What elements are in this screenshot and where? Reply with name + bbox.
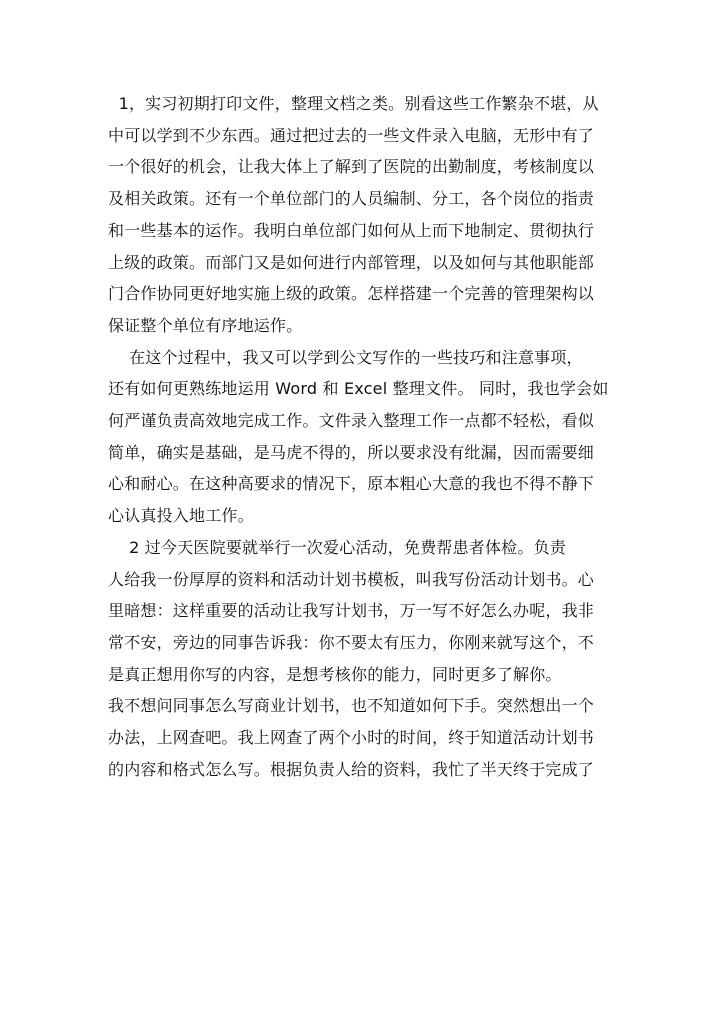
document-body [108,88,612,785]
text-line: 简单，确实是基础，是马虎不得的，所以要求没有纰漏，因而需要细 [108,442,595,462]
text-line: 和一些基本的运作。我明白单位部门如何从上而下地制定、贯彻执行 [108,220,595,240]
text-line: 一个很好的机会，让我大体上了解到了医院的出勤制度，考核制度以 [108,157,595,177]
text-line: 门合作协同更好地实施上级的政策。怎样搭建一个完善的管理架构以 [108,284,595,304]
text-line: 我不想问同事怎么写商业计划书，也不知道如何下手。突然想出一个 [108,696,595,716]
text-line: 在这个过程中，我又可以学到公文写作的一些技巧和注意事项， [108,347,583,367]
text-line: 上级的政策。而部门又是如何进行内部管理，以及如何与其他职能部 [108,252,595,272]
text-line: 2 过今天医院要就举行一次爱心活动，免费帮患者体检。负责 [108,537,567,557]
text-line: 常不安，旁边的同事告诉我：你不要太有压力，你刚来就写这个，不 [108,632,595,652]
paragraph-charity-event [108,532,612,691]
text-line: 是真正想用你写的内容，是想考核你的能力，同时更多了解你。 [108,664,562,684]
text-line: 心和耐心。在这种高要求的情况下，原本粗心大意的我也不得不静下 [108,474,595,494]
paragraph-internship-tasks [108,88,612,342]
text-line: 何严谨负责高效地完成工作。文件录入整理工作一点都不轻松，看似 [108,411,595,431]
text-line: 里暗想：这样重要的活动让我写计划书，万一写不好怎么办呢，我非 [108,601,595,621]
text-line: 还有如何更熟练地运用 Word 和 Excel 整理文件。 同时，我也学会如 [108,379,609,399]
paragraph-plan-writing [108,690,612,785]
text-line: 人给我一份厚厚的资料和活动计划书模板，叫我写份活动计划书。心 [108,569,595,589]
text-line: 中可以学到不少东西。通过把过去的一些文件录入电脑，无形中有了 [108,125,595,145]
text-line: 心认真投入地工作。 [108,506,254,526]
paragraph-document-writing [108,342,612,532]
text-line: 办法，上网查吧。我上网查了两个小时的时间，终于知道活动计划书 [108,728,595,748]
text-line: 的内容和格式怎么写。根据负责人给的资料，我忙了半天终于完成了 [108,759,595,779]
text-line: 1，实习初期打印文件，整理文档之类。别看这些工作繁杂不堪，从 [108,94,599,113]
text-line: 及相关政策。还有一个单位部门的人员编制、分工，各个岗位的指责 [108,189,595,209]
text-line: 保证整个单位有序地运作。 [108,315,303,335]
